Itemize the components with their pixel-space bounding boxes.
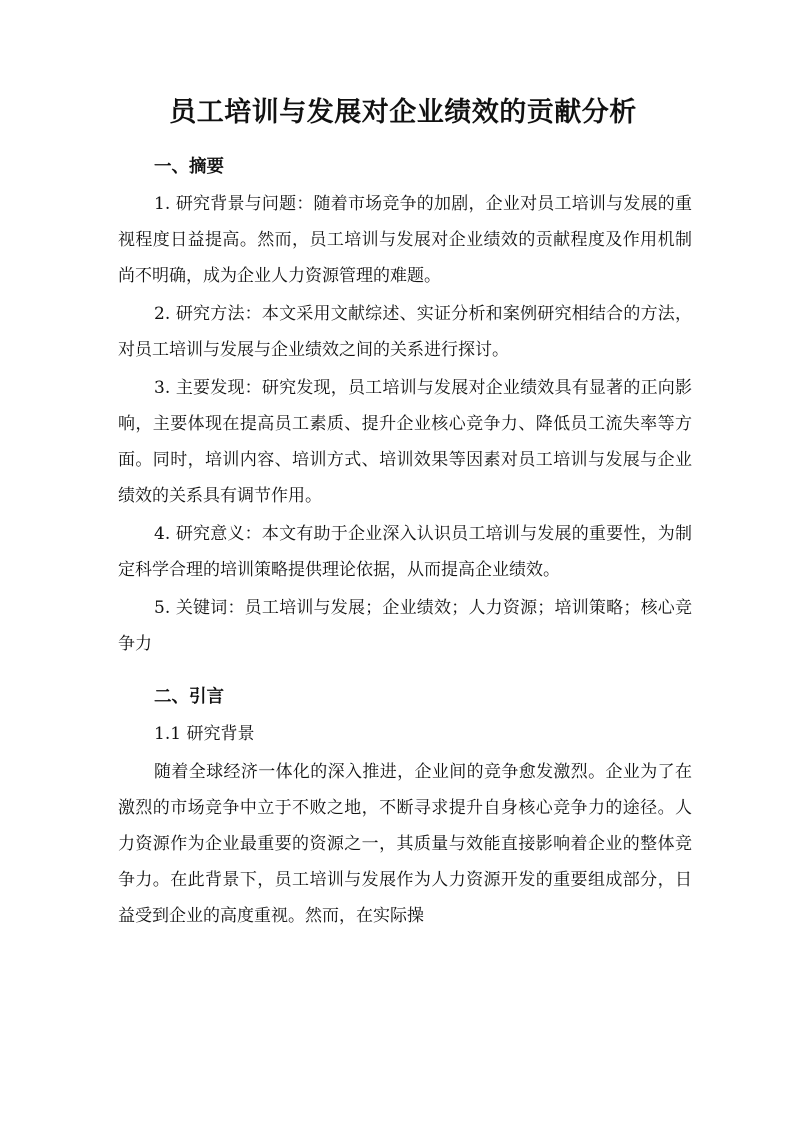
document-page xyxy=(0,94,800,1129)
abstract-paragraph-findings: 3. 主要发现：研究发现，员工培训与发展对企业绩效具有显著的正向影响，主要体现在提高员工素质、提升企业核心竞争力、降低员工流失率等方面。同时，培训内容、培训方式、培训效果等因素对员工培训与发展与企业绩效的关系具有调节作用。 xyxy=(118,378,692,506)
abstract-paragraph-background: 1. 研究背景与问题：随着市场竞争的加剧，企业对员工培训与发展的重视程度日益提高。然而，员工培训与发展对企业绩效的贡献程度及作用机制尚不明确，成为企业人力资源管理的难题。 xyxy=(118,194,692,286)
section-abstract xyxy=(118,150,692,662)
abstract-paragraph-method: 2. 研究方法：本文采用文献综述、实证分析和案例研究相结合的方法，对员工培训与发展与企业绩效之间的关系进行探讨。 xyxy=(118,304,692,360)
section-heading-introduction: 二、引言 xyxy=(154,687,224,707)
document-title: 员工培训与发展对企业绩效的贡献分析 xyxy=(169,97,637,128)
introduction-paragraph: 随着全球经济一体化的深入推进，企业间的竞争愈发激烈。企业为了在激烈的市场竞争中立于不败之地，不断寻求提升自身核心竞争力的途径。人力资源作为企业最重要的资源之一，其质量与效能直接影响着企业的整体竞争力。在此背景下，员工培训与发展作为人力资源开发的重要组成部分，日益受到企业的高度重视。然而，在实际操 xyxy=(118,762,692,926)
subsection-heading-background: 1.1 研究背景 xyxy=(154,724,255,744)
section-introduction xyxy=(118,680,692,934)
abstract-paragraph-significance: 4. 研究意义：本文有助于企业深入认识员工培训与发展的重要性，为制定科学合理的培训策略提供理论依据，从而提高企业绩效。 xyxy=(118,524,692,580)
abstract-paragraph-keywords: 5. 关键词：员工培训与发展；企业绩效；人力资源；培训策略；核心竞争力 xyxy=(118,598,692,654)
section-heading-abstract: 一、摘要 xyxy=(154,157,224,177)
